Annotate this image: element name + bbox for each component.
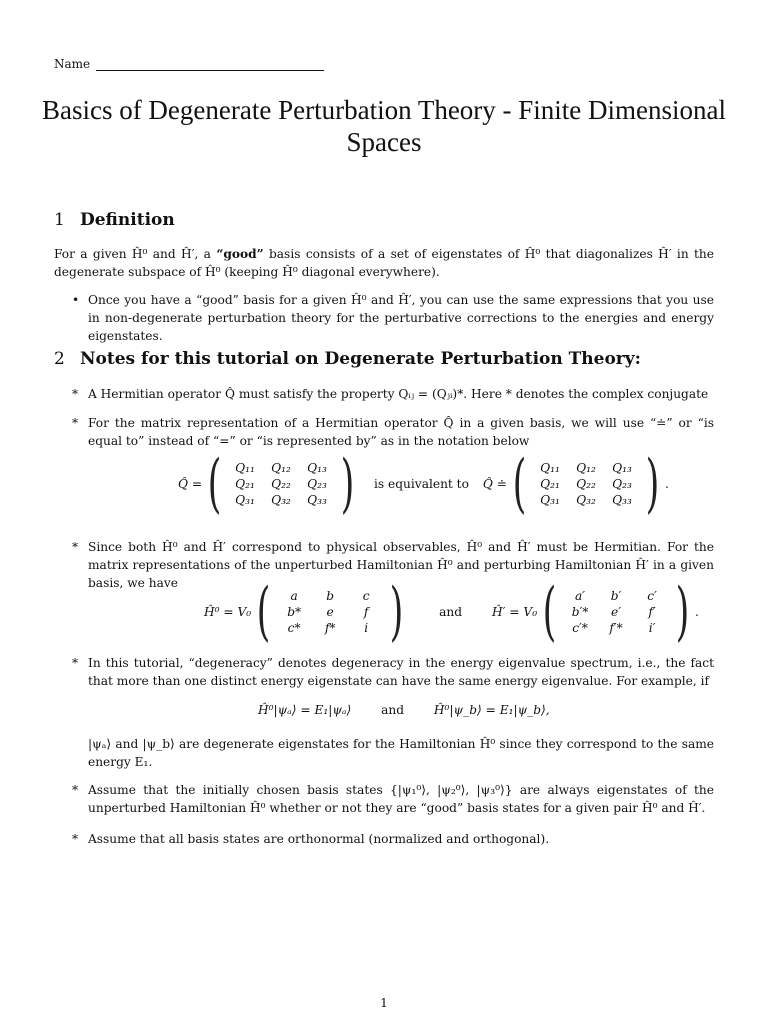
note-text: Assume that all basis states are orthonormal (normalized and orthogonal). bbox=[88, 832, 550, 846]
matrix-entry: Q₃₁ bbox=[235, 493, 255, 507]
matrix-entry: c′ bbox=[647, 589, 657, 603]
note-mark: * bbox=[72, 656, 79, 670]
matrix-entry: Q₂₁ bbox=[235, 477, 255, 491]
right-paren: ) bbox=[645, 447, 660, 521]
equation-period: . bbox=[695, 605, 699, 619]
matrix-entry: Q₁₂ bbox=[271, 461, 291, 475]
degenerate-explanation: |ψₐ⟩ and |ψ_b⟩ are degenerate eigenstates for the Hamiltonian Ĥ⁰ since they correspond to the same energy E₁. bbox=[88, 737, 714, 769]
note-mark: * bbox=[72, 540, 79, 554]
matrix-entry: e bbox=[326, 605, 334, 619]
section-title: Definition bbox=[80, 210, 175, 230]
bullet-mark: • bbox=[72, 293, 80, 307]
equation-period: . bbox=[664, 477, 669, 491]
note-mark: * bbox=[72, 387, 79, 401]
matrix-entry: Q₃₃ bbox=[612, 493, 632, 507]
matrix-entry: i′ bbox=[648, 621, 656, 635]
matrix-entry: Q₂₂ bbox=[271, 477, 291, 491]
note-mark: * bbox=[72, 783, 79, 797]
matrix-entry: f* bbox=[324, 621, 336, 635]
matrix-entry: b* bbox=[287, 605, 302, 619]
matrix-entry: a bbox=[290, 589, 298, 603]
left-paren: ( bbox=[512, 447, 527, 521]
matrix-entry: i bbox=[364, 621, 369, 635]
right-paren: ) bbox=[675, 575, 690, 649]
note-text: A Hermitian operator Q̂ must satisfy the property Qᵢⱼ = (Qⱼᵢ)*. Here * denotes the complex conjugate bbox=[88, 387, 709, 401]
matrix-entry: b′* bbox=[571, 605, 589, 619]
matrix-entry: Q₂₃ bbox=[307, 477, 327, 491]
definition-good-bold: “good” bbox=[216, 247, 264, 261]
matrix-entry: f′* bbox=[609, 621, 623, 635]
definition-bullet bbox=[72, 291, 714, 345]
section-number: 2 bbox=[54, 349, 65, 369]
matrix-entry: Q₁₁ bbox=[540, 461, 560, 475]
right-paren: ) bbox=[340, 447, 355, 521]
equation-lhs: Ĥ⁰ = V₀ bbox=[204, 605, 252, 619]
matrix-h-prime bbox=[562, 589, 670, 635]
equation-lhs: Q̂ = bbox=[178, 477, 203, 491]
equation-middle-text: is equivalent to bbox=[374, 477, 469, 491]
equation-right: Ĥ⁰|ψ_b⟩ = E₁|ψ_b⟩, bbox=[433, 703, 550, 717]
section-title: Notes for this tutorial on Degenerate Perturbation Theory: bbox=[80, 349, 641, 369]
matrix-entry: f′ bbox=[648, 605, 656, 619]
note-mark: * bbox=[72, 416, 79, 430]
definition-text-a: For a given Ĥ⁰ and Ĥ′, a bbox=[54, 247, 217, 261]
note-text: In this tutorial, “degeneracy” denotes degeneracy in the energy eigenvalue spectrum, i.e., the fact that more than one distinct energy eigenstate can have the same energy eigenvalue. For example, if bbox=[88, 656, 714, 688]
matrix-q-1 bbox=[227, 461, 335, 507]
note-orthonormal bbox=[72, 830, 714, 848]
name-field bbox=[54, 57, 324, 71]
matrix-entry: c bbox=[362, 589, 370, 603]
page-number: 1 bbox=[380, 996, 388, 1010]
matrix-entry: Q₁₃ bbox=[612, 461, 632, 475]
left-paren: ( bbox=[256, 575, 271, 649]
matrix-entry: f bbox=[363, 605, 369, 619]
note-mark: * bbox=[72, 832, 79, 846]
matrix-h0 bbox=[276, 589, 384, 635]
name-blank-line[interactable] bbox=[96, 58, 324, 71]
left-paren: ( bbox=[207, 447, 222, 521]
note-hermitian bbox=[72, 385, 714, 403]
matrix-entry: Q₂₃ bbox=[612, 477, 632, 491]
matrix-entry: Q₃₂ bbox=[576, 493, 596, 507]
equation-degenerate-eigenstates bbox=[258, 703, 550, 717]
equation-lhs: Q̂ ≐ bbox=[482, 477, 507, 491]
equation-middle-text: and bbox=[439, 605, 463, 619]
matrix-entry: Q₃₃ bbox=[307, 493, 327, 507]
matrix-entry: Q₁₃ bbox=[307, 461, 327, 475]
matrix-entry: e′ bbox=[611, 605, 622, 619]
equation-lhs: Ĥ′ = V₀ bbox=[492, 605, 538, 619]
note-degeneracy bbox=[72, 654, 714, 690]
right-paren: ) bbox=[389, 575, 404, 649]
definition-paragraph bbox=[54, 245, 714, 281]
matrix-entry: Q₁₁ bbox=[235, 461, 255, 475]
equation-q-matrix bbox=[178, 447, 669, 521]
equation-hamiltonian-matrices bbox=[204, 575, 699, 649]
note-matrix-representation bbox=[72, 414, 714, 450]
note-text: For the matrix representation of a Hermitian operator Q̂ in a given basis, we will use “≐” or “is equal to” instead of “=” or “is represented by” as in the notation below bbox=[88, 416, 714, 448]
note-text: Assume that the initially chosen basis states {|ψ₁⁰⟩, |ψ₂⁰⟩, |ψ₃⁰⟩} are always eigenstates of the unperturbed Hamiltonian Ĥ⁰ whether or not they are “good” basis states for a given pair Ĥ⁰ and Ĥ′. bbox=[88, 783, 714, 815]
matrix-entry: c* bbox=[287, 621, 301, 635]
note-text: Since both Ĥ⁰ and Ĥ′ correspond to physical observables, Ĥ⁰ and Ĥ′ must be Hermitian. For the matrix representations of the unperturbed Hamiltonian Ĥ⁰ and perturbing Hamiltonian Ĥ′ in a given basis, we have bbox=[88, 540, 714, 590]
matrix-entry: Q₂₁ bbox=[540, 477, 560, 491]
matrix-entry: b′ bbox=[610, 589, 622, 603]
matrix-entry: c′* bbox=[572, 621, 588, 635]
name-label: Name bbox=[54, 57, 91, 71]
equation-left: Ĥ⁰|ψₐ⟩ = E₁|ψₐ⟩ bbox=[258, 703, 352, 717]
matrix-entry: a′ bbox=[575, 589, 586, 603]
section-heading-definition bbox=[54, 210, 175, 230]
left-paren: ( bbox=[542, 575, 557, 649]
equation-middle-text: and bbox=[381, 703, 405, 717]
bullet-text: Once you have a “good” basis for a given Ĥ⁰ and Ĥ′, you can use the same expressions that you use in non-degenerate perturbation theory for the perturbative corrections to the energies and energy eigenstates. bbox=[88, 293, 714, 343]
definition-text-b: basis consists of a set of eigenstates of Ĥ⁰ that diagonalizes Ĥ′ in the degenerate subspace of Ĥ⁰ (keeping Ĥ⁰ diagonal everywhere). bbox=[54, 247, 714, 279]
section-number: 1 bbox=[54, 210, 65, 230]
section-heading-notes bbox=[54, 349, 641, 369]
matrix-entry: Q₁₂ bbox=[576, 461, 596, 475]
matrix-entry: b bbox=[326, 589, 335, 603]
note-basis-eigenstates bbox=[72, 781, 714, 817]
matrix-entry: Q₃₂ bbox=[271, 493, 291, 507]
matrix-entry: Q₂₂ bbox=[576, 477, 596, 491]
document-title: Basics of Degenerate Perturbation Theory - Finite Dimensional Spaces bbox=[41, 95, 727, 157]
matrix-q-2 bbox=[532, 461, 640, 507]
matrix-entry: Q₃₁ bbox=[540, 493, 560, 507]
